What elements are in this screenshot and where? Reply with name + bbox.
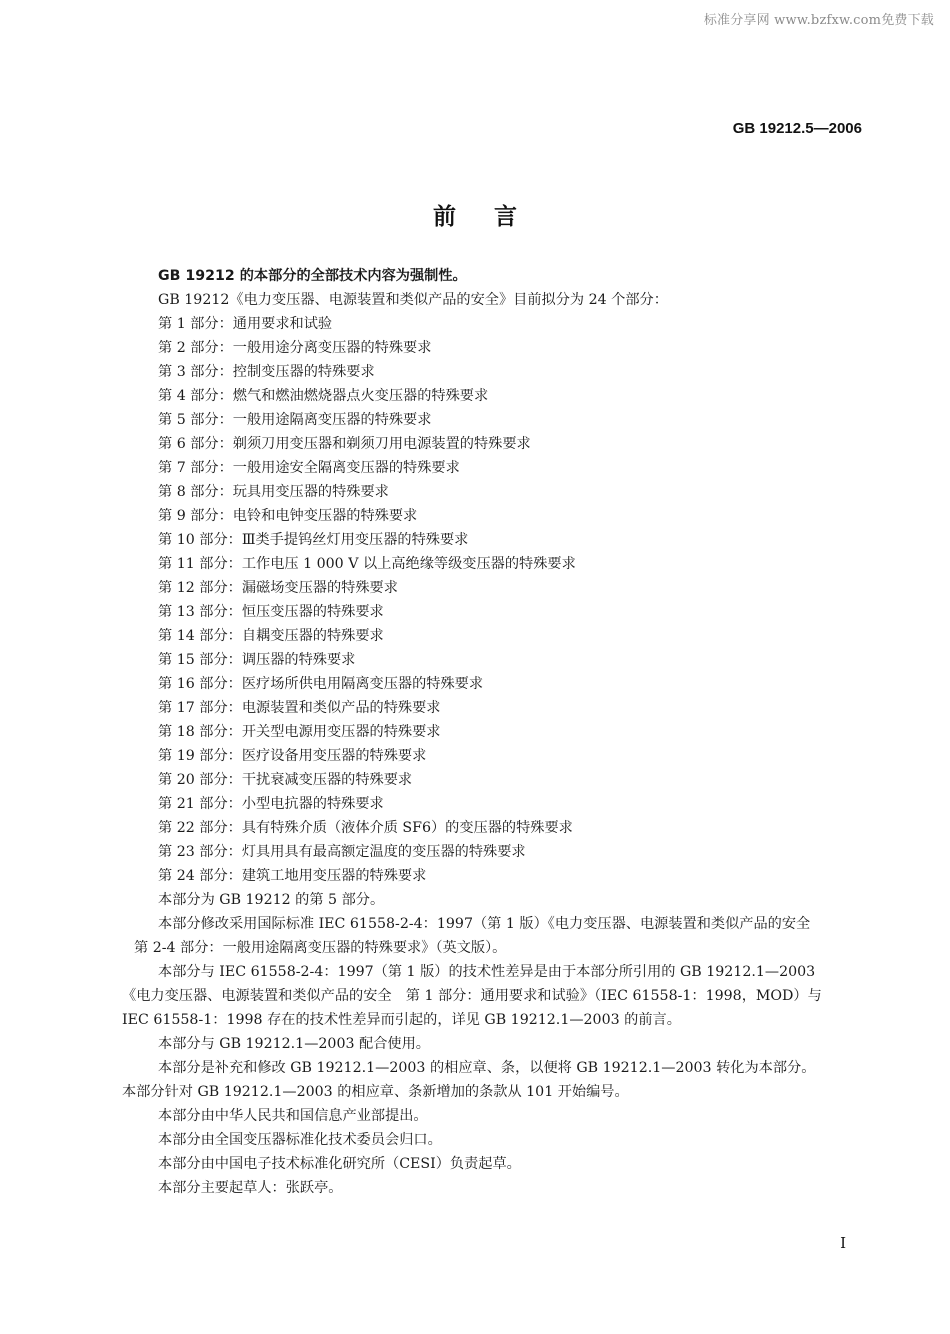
- drafted-by-paragraph: 本部分由中国电子技术标准化研究所（CESI）负责起草。: [158, 1156, 521, 1172]
- list-item: 第 14 部分：自耦变压器的特殊要求: [158, 628, 384, 644]
- list-item: 第 2 部分：一般用途分离变压器的特殊要求: [158, 340, 432, 356]
- list-item: 第 7 部分：一般用途安全隔离变压器的特殊要求: [158, 460, 460, 476]
- list-item: 第 11 部分：工作电压 1 000 V 以上高绝缘等级变压器的特殊要求: [158, 556, 576, 572]
- list-item: 第 22 部分：具有特殊介质（液体介质 SF6）的变压器的特殊要求: [158, 820, 573, 836]
- list-item: 第 18 部分：开关型电源用变压器的特殊要求: [158, 724, 441, 740]
- list-item: 第 16 部分：医疗场所供电用隔离变压器的特殊要求: [158, 676, 484, 692]
- adoption-paragraph-line: 第 2-4 部分：一般用途隔离变压器的特殊要求》（英文版）。: [134, 940, 507, 956]
- list-item: 第 15 部分：调压器的特殊要求: [158, 652, 356, 668]
- watermark-text: 标准分享网 www.bzfxw.com免费下载: [703, 13, 934, 28]
- list-item: 第 24 部分：建筑工地用变压器的特殊要求: [158, 868, 427, 884]
- list-item: 第 21 部分：小型电抗器的特殊要求: [158, 796, 384, 812]
- drafters-paragraph: 本部分主要起草人：张跃亭。: [158, 1180, 343, 1196]
- difference-paragraph-line: IEC 61558-1：1998 存在的技术性差异而引起的，详见 GB 19212.1—2003 的前言。: [122, 1012, 681, 1028]
- this-part-paragraph: 本部分为 GB 19212 的第 5 部分。: [158, 892, 385, 908]
- used-with-paragraph: 本部分与 GB 19212.1—2003 配合使用。: [158, 1036, 430, 1052]
- list-item: 第 23 部分：灯具用具有最高额定温度的变压器的特殊要求: [158, 844, 526, 860]
- list-item: 第 19 部分：医疗设备用变压器的特殊要求: [158, 748, 427, 764]
- adoption-paragraph-line: 本部分修改采用国际标准 IEC 61558-2-4：1997（第 1 版）《电力变压器、电源装置和类似产品的安全: [158, 916, 811, 932]
- list-item: 第 13 部分：恒压变压器的特殊要求: [158, 604, 384, 620]
- list-item: 第 3 部分：控制变压器的特殊要求: [158, 364, 375, 380]
- managed-by-paragraph: 本部分由全国变压器标准化技术委员会归口。: [158, 1132, 442, 1148]
- mandatory-statement: GB 19212 的本部分的全部技术内容为强制性。: [158, 268, 467, 284]
- list-item: 第 1 部分：通用要求和试验: [158, 316, 333, 332]
- difference-paragraph-line: 《电力变压器、电源装置和类似产品的安全 第 1 部分：通用要求和试验》（IEC 61558-1：1998，MOD）与: [122, 988, 822, 1004]
- list-item: 第 4 部分：燃气和燃油燃烧器点火变压器的特殊要求: [158, 388, 489, 404]
- supplement-paragraph-line: 本部分针对 GB 19212.1—2003 的相应章、条新增加的条款从 101 开始编号。: [122, 1084, 629, 1100]
- list-item: 第 20 部分：干扰衰减变压器的特殊要求: [158, 772, 413, 788]
- foreword-body: [122, 264, 862, 1200]
- supplement-paragraph-line: 本部分是补充和修改 GB 19212.1—2003 的相应章、条，以便将 GB 19212.1—2003 转化为本部分。: [158, 1060, 816, 1076]
- list-item: 第 5 部分：一般用途隔离变压器的特殊要求: [158, 412, 432, 428]
- standard-code: GB 19212.5—2006: [732, 120, 862, 137]
- difference-paragraph-line: 本部分与 IEC 61558-2-4：1997（第 1 版）的技术性差异是由于本部分所引用的 GB 19212.1—2003: [158, 964, 816, 980]
- parts-list: [122, 312, 862, 888]
- intro-paragraph: GB 19212《电力变压器、电源装置和类似产品的安全》目前拟分为 24 个部分：: [158, 292, 668, 308]
- proposed-by-paragraph: 本部分由中华人民共和国信息产业部提出。: [158, 1108, 428, 1124]
- list-item: 第 9 部分：电铃和电钟变压器的特殊要求: [158, 508, 418, 524]
- page-number: I: [840, 1234, 846, 1252]
- list-item: 第 8 部分：玩具用变压器的特殊要求: [158, 484, 389, 500]
- list-item: 第 17 部分：电源装置和类似产品的特殊要求: [158, 700, 441, 716]
- page-title: 前言: [433, 204, 555, 230]
- list-item: 第 10 部分：Ⅲ类手提钨丝灯用变压器的特殊要求: [158, 532, 469, 548]
- list-item: 第 6 部分：剃须刀用变压器和剃须刀用电源装置的特殊要求: [158, 436, 531, 452]
- list-item: 第 12 部分：漏磁场变压器的特殊要求: [158, 580, 398, 596]
